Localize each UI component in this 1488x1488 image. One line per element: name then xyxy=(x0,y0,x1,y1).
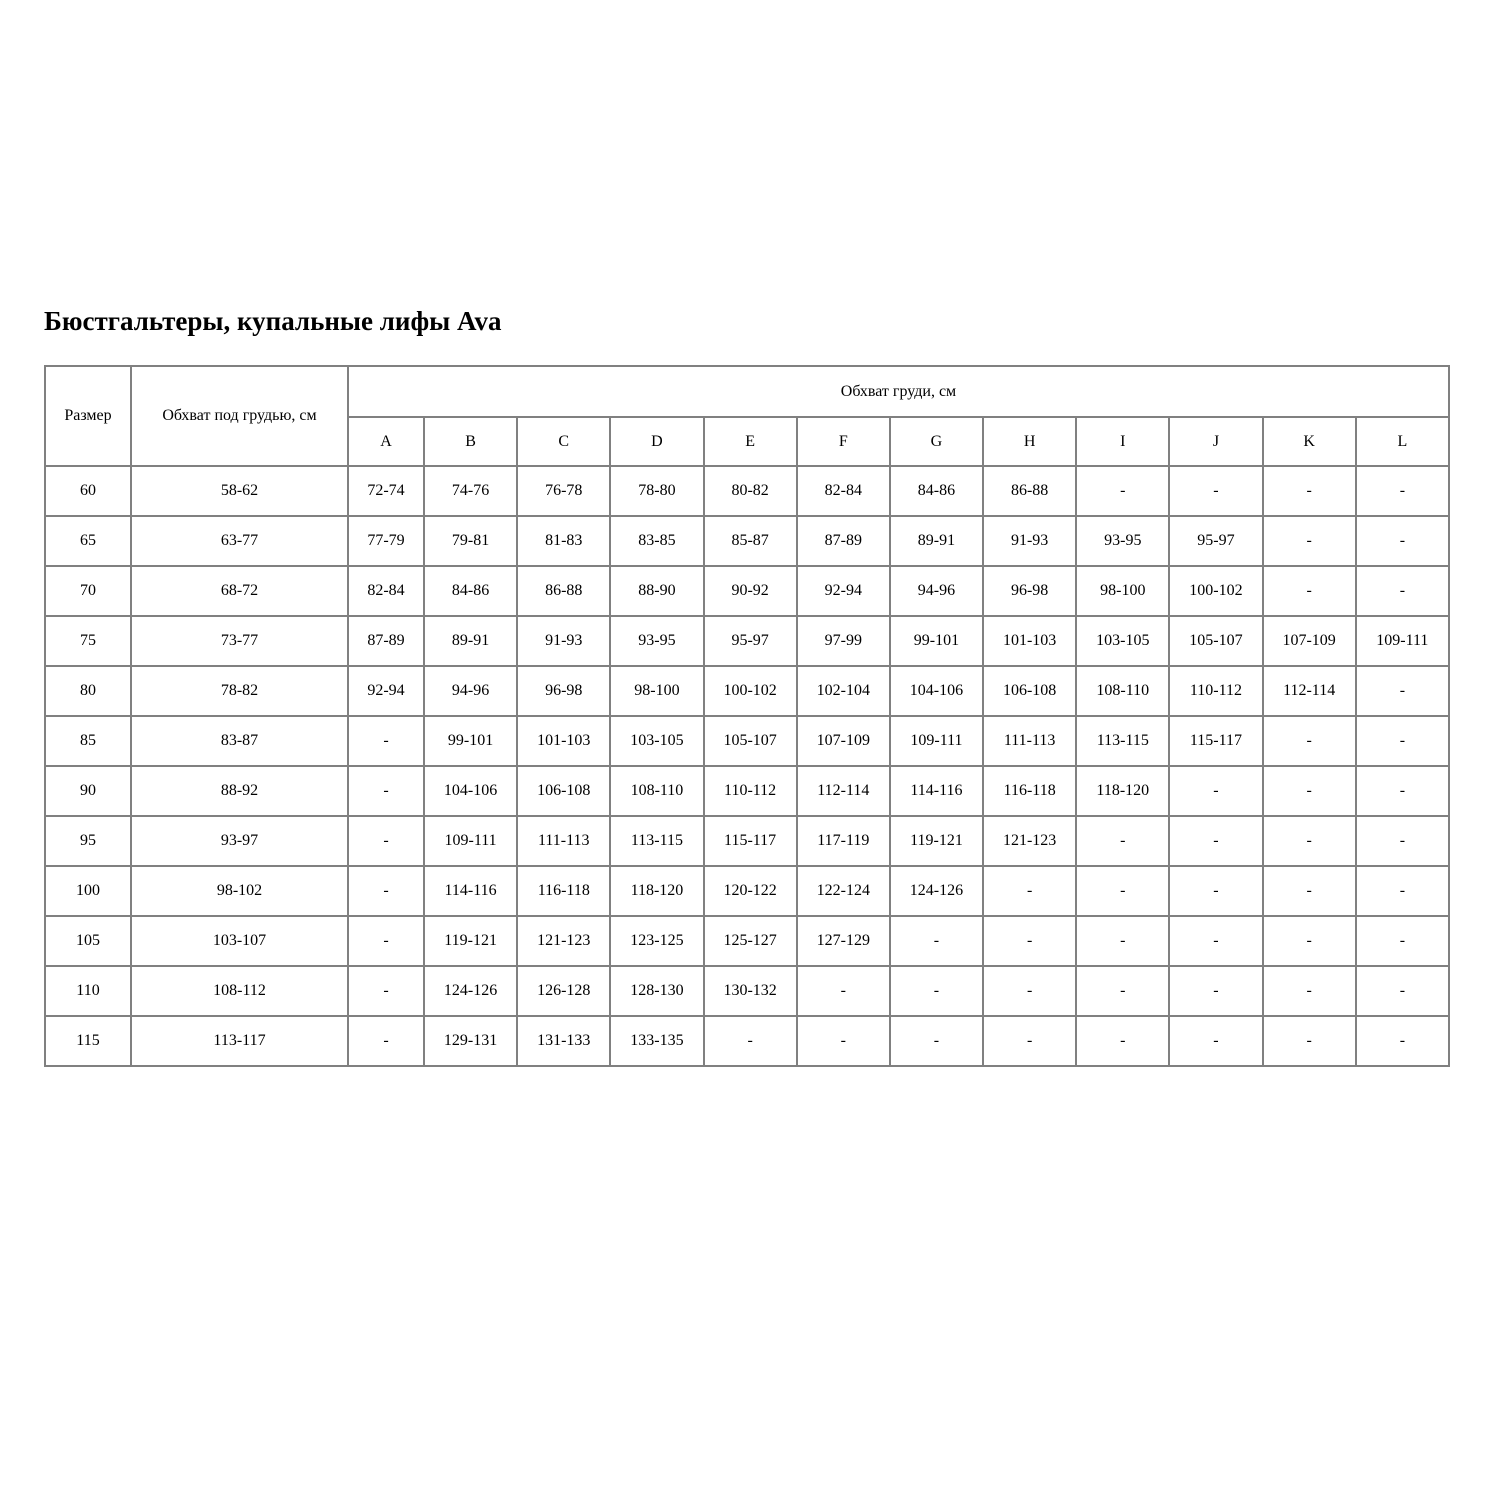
bust-range-cell: - xyxy=(1356,816,1449,866)
underbust-cell: 73-77 xyxy=(131,616,348,666)
bust-range-cell: 81-83 xyxy=(517,516,610,566)
bust-range-cell: 87-89 xyxy=(348,616,424,666)
bust-range-cell: 109-111 xyxy=(890,716,983,766)
bust-range-cell: - xyxy=(1356,766,1449,816)
bust-range-cell: 84-86 xyxy=(424,566,517,616)
bust-range-cell: 131-133 xyxy=(517,1016,610,1066)
bust-range-cell: - xyxy=(348,716,424,766)
bust-range-cell: - xyxy=(1169,466,1262,516)
bust-range-cell: - xyxy=(348,866,424,916)
bust-range-cell: 80-82 xyxy=(704,466,797,516)
underbust-cell: 88-92 xyxy=(131,766,348,816)
table-row xyxy=(45,516,1449,566)
bust-range-cell: - xyxy=(1356,916,1449,966)
bust-range-cell: 92-94 xyxy=(797,566,890,616)
size-cell: 90 xyxy=(45,766,131,816)
size-chart-table xyxy=(44,365,1450,1067)
bust-range-cell: - xyxy=(1356,1016,1449,1066)
bust-range-cell: 117-119 xyxy=(797,816,890,866)
bust-range-cell: 101-103 xyxy=(517,716,610,766)
bust-range-cell: - xyxy=(1076,866,1169,916)
bust-range-cell: 128-130 xyxy=(610,966,703,1016)
bust-range-cell: 107-109 xyxy=(1263,616,1356,666)
bust-range-cell: 85-87 xyxy=(704,516,797,566)
bust-range-cell: 118-120 xyxy=(610,866,703,916)
size-cell: 75 xyxy=(45,616,131,666)
cup-header-h: H xyxy=(983,417,1076,466)
bust-range-cell: - xyxy=(348,766,424,816)
table-row xyxy=(45,616,1449,666)
bust-range-cell: - xyxy=(1356,966,1449,1016)
cup-header-e: E xyxy=(704,417,797,466)
bust-range-cell: 109-111 xyxy=(1356,616,1449,666)
cup-header-l: L xyxy=(1356,417,1449,466)
bust-range-cell: 108-110 xyxy=(1076,666,1169,716)
bust-range-cell: 83-85 xyxy=(610,516,703,566)
cup-header-f: F xyxy=(797,417,890,466)
bust-range-cell: - xyxy=(1169,866,1262,916)
table-row xyxy=(45,566,1449,616)
bust-range-cell: - xyxy=(1263,716,1356,766)
bust-range-cell: 110-112 xyxy=(704,766,797,816)
bust-range-cell: 120-122 xyxy=(704,866,797,916)
page-title: Бюстгальтеры, купальные лифы Ava xyxy=(44,306,502,336)
bust-range-cell: - xyxy=(1263,566,1356,616)
bust-range-cell: 96-98 xyxy=(517,666,610,716)
bust-range-cell: - xyxy=(1263,766,1356,816)
size-cell: 60 xyxy=(45,466,131,516)
bust-range-cell: 103-105 xyxy=(610,716,703,766)
bust-range-cell: 72-74 xyxy=(348,466,424,516)
table-header xyxy=(45,366,1449,466)
header-top-row xyxy=(45,366,1449,417)
cup-header-c: C xyxy=(517,417,610,466)
bust-range-cell: 94-96 xyxy=(424,666,517,716)
cup-header-g: G xyxy=(890,417,983,466)
cup-header-a: A xyxy=(348,417,424,466)
bust-range-cell: 116-118 xyxy=(983,766,1076,816)
bust-range-cell: 97-99 xyxy=(797,616,890,666)
bust-range-cell: 111-113 xyxy=(983,716,1076,766)
bust-range-cell: - xyxy=(348,1016,424,1066)
bust-range-cell: 122-124 xyxy=(797,866,890,916)
bust-range-cell: 86-88 xyxy=(983,466,1076,516)
bust-range-cell: - xyxy=(704,1016,797,1066)
bust-range-cell: - xyxy=(348,966,424,1016)
bust-range-cell: 114-116 xyxy=(890,766,983,816)
bust-range-cell: 95-97 xyxy=(704,616,797,666)
bust-range-cell: - xyxy=(348,816,424,866)
bust-range-cell: - xyxy=(1263,516,1356,566)
underbust-cell: 108-112 xyxy=(131,966,348,1016)
bust-range-cell: 98-100 xyxy=(610,666,703,716)
bust-range-cell: - xyxy=(1169,1016,1262,1066)
cup-header-k: K xyxy=(1263,417,1356,466)
bust-range-cell: - xyxy=(1356,566,1449,616)
bust-range-cell: 82-84 xyxy=(797,466,890,516)
cup-header-j: J xyxy=(1169,417,1262,466)
bust-range-cell: 109-111 xyxy=(424,816,517,866)
bust-range-cell: 106-108 xyxy=(983,666,1076,716)
bust-range-cell: 104-106 xyxy=(890,666,983,716)
table-row xyxy=(45,866,1449,916)
size-cell: 115 xyxy=(45,1016,131,1066)
bust-range-cell: - xyxy=(1169,816,1262,866)
bust-range-cell: 130-132 xyxy=(704,966,797,1016)
bust-range-cell: 91-93 xyxy=(983,516,1076,566)
bust-range-cell: 114-116 xyxy=(424,866,517,916)
underbust-cell: 78-82 xyxy=(131,666,348,716)
bust-range-cell: 126-128 xyxy=(517,966,610,1016)
cup-header-b: B xyxy=(424,417,517,466)
bust-range-cell: 99-101 xyxy=(890,616,983,666)
table-body xyxy=(45,466,1449,1066)
bust-range-cell: - xyxy=(1356,466,1449,516)
bust-range-cell: - xyxy=(1356,866,1449,916)
underbust-cell: 93-97 xyxy=(131,816,348,866)
bust-range-cell: 118-120 xyxy=(1076,766,1169,816)
underbust-cell: 103-107 xyxy=(131,916,348,966)
bust-range-cell: 94-96 xyxy=(890,566,983,616)
underbust-column-header: Обхват под грудью, см xyxy=(131,366,348,466)
bust-range-cell: 95-97 xyxy=(1169,516,1262,566)
bust-range-cell: 92-94 xyxy=(348,666,424,716)
bust-range-cell: - xyxy=(983,966,1076,1016)
size-cell: 95 xyxy=(45,816,131,866)
bust-range-cell: - xyxy=(797,966,890,1016)
size-cell: 70 xyxy=(45,566,131,616)
bust-range-cell: - xyxy=(1263,1016,1356,1066)
bust-range-cell: 105-107 xyxy=(704,716,797,766)
bust-range-cell: 124-126 xyxy=(424,966,517,1016)
bust-range-cell: 121-123 xyxy=(517,916,610,966)
bust-range-cell: - xyxy=(1356,666,1449,716)
bust-range-cell: 112-114 xyxy=(797,766,890,816)
bust-range-cell: - xyxy=(1263,816,1356,866)
table-row xyxy=(45,716,1449,766)
bust-group-header: Обхват груди, см xyxy=(348,366,1449,417)
bust-range-cell: - xyxy=(1169,916,1262,966)
bust-range-cell: 98-100 xyxy=(1076,566,1169,616)
table-row xyxy=(45,916,1449,966)
size-cell: 65 xyxy=(45,516,131,566)
bust-range-cell: 77-79 xyxy=(348,516,424,566)
bust-range-cell: 112-114 xyxy=(1263,666,1356,716)
bust-range-cell: 89-91 xyxy=(890,516,983,566)
bust-range-cell: 89-91 xyxy=(424,616,517,666)
bust-range-cell: 78-80 xyxy=(610,466,703,516)
table-row xyxy=(45,766,1449,816)
table-row xyxy=(45,816,1449,866)
bust-range-cell: 107-109 xyxy=(797,716,890,766)
bust-range-cell: - xyxy=(890,1016,983,1066)
table-row xyxy=(45,966,1449,1016)
cup-header-d: D xyxy=(610,417,703,466)
size-cell: 100 xyxy=(45,866,131,916)
bust-range-cell: 119-121 xyxy=(890,816,983,866)
bust-range-cell: - xyxy=(1076,816,1169,866)
size-cell: 85 xyxy=(45,716,131,766)
bust-range-cell: - xyxy=(1076,1016,1169,1066)
bust-range-cell: - xyxy=(1356,516,1449,566)
bust-range-cell: 108-110 xyxy=(610,766,703,816)
bust-range-cell: 96-98 xyxy=(983,566,1076,616)
bust-range-cell: - xyxy=(1076,966,1169,1016)
bust-range-cell: 127-129 xyxy=(797,916,890,966)
bust-range-cell: - xyxy=(1169,966,1262,1016)
size-cell: 80 xyxy=(45,666,131,716)
bust-range-cell: 100-102 xyxy=(704,666,797,716)
bust-range-cell: 82-84 xyxy=(348,566,424,616)
bust-range-cell: - xyxy=(1076,466,1169,516)
bust-range-cell: 86-88 xyxy=(517,566,610,616)
size-column-header: Размер xyxy=(45,366,131,466)
size-cell: 110 xyxy=(45,966,131,1016)
bust-range-cell: - xyxy=(1263,966,1356,1016)
bust-range-cell: - xyxy=(890,916,983,966)
bust-range-cell: 101-103 xyxy=(983,616,1076,666)
bust-range-cell: 133-135 xyxy=(610,1016,703,1066)
bust-range-cell: 121-123 xyxy=(983,816,1076,866)
cup-header-i: I xyxy=(1076,417,1169,466)
bust-range-cell: - xyxy=(1169,766,1262,816)
underbust-cell: 68-72 xyxy=(131,566,348,616)
bust-range-cell: 119-121 xyxy=(424,916,517,966)
bust-range-cell: 110-112 xyxy=(1169,666,1262,716)
bust-range-cell: 103-105 xyxy=(1076,616,1169,666)
bust-range-cell: 76-78 xyxy=(517,466,610,516)
table-row xyxy=(45,666,1449,716)
bust-range-cell: - xyxy=(797,1016,890,1066)
bust-range-cell: 99-101 xyxy=(424,716,517,766)
bust-range-cell: 113-115 xyxy=(610,816,703,866)
bust-range-cell: - xyxy=(1076,916,1169,966)
bust-range-cell: - xyxy=(1356,716,1449,766)
bust-range-cell: 116-118 xyxy=(517,866,610,916)
bust-range-cell: - xyxy=(983,1016,1076,1066)
table-row xyxy=(45,466,1449,516)
bust-range-cell: 87-89 xyxy=(797,516,890,566)
bust-range-cell: 129-131 xyxy=(424,1016,517,1066)
bust-range-cell: 113-115 xyxy=(1076,716,1169,766)
bust-range-cell: - xyxy=(348,916,424,966)
bust-range-cell: - xyxy=(983,866,1076,916)
underbust-cell: 113-117 xyxy=(131,1016,348,1066)
bust-range-cell: 79-81 xyxy=(424,516,517,566)
bust-range-cell: 84-86 xyxy=(890,466,983,516)
bust-range-cell: - xyxy=(1263,866,1356,916)
bust-range-cell: 106-108 xyxy=(517,766,610,816)
bust-range-cell: - xyxy=(1263,466,1356,516)
bust-range-cell: 74-76 xyxy=(424,466,517,516)
bust-range-cell: 93-95 xyxy=(1076,516,1169,566)
underbust-cell: 63-77 xyxy=(131,516,348,566)
bust-range-cell: 90-92 xyxy=(704,566,797,616)
bust-range-cell: 123-125 xyxy=(610,916,703,966)
size-cell: 105 xyxy=(45,916,131,966)
bust-range-cell: 111-113 xyxy=(517,816,610,866)
bust-range-cell: 104-106 xyxy=(424,766,517,816)
bust-range-cell: 93-95 xyxy=(610,616,703,666)
bust-range-cell: - xyxy=(890,966,983,1016)
bust-range-cell: 125-127 xyxy=(704,916,797,966)
bust-range-cell: 115-117 xyxy=(704,816,797,866)
bust-range-cell: 115-117 xyxy=(1169,716,1262,766)
table-row xyxy=(45,1016,1449,1066)
bust-range-cell: 88-90 xyxy=(610,566,703,616)
bust-range-cell: 102-104 xyxy=(797,666,890,716)
underbust-cell: 83-87 xyxy=(131,716,348,766)
bust-range-cell: 124-126 xyxy=(890,866,983,916)
underbust-cell: 58-62 xyxy=(131,466,348,516)
bust-range-cell: 105-107 xyxy=(1169,616,1262,666)
bust-range-cell: 91-93 xyxy=(517,616,610,666)
bust-range-cell: 100-102 xyxy=(1169,566,1262,616)
bust-range-cell: - xyxy=(1263,916,1356,966)
bust-range-cell: - xyxy=(983,916,1076,966)
underbust-cell: 98-102 xyxy=(131,866,348,916)
